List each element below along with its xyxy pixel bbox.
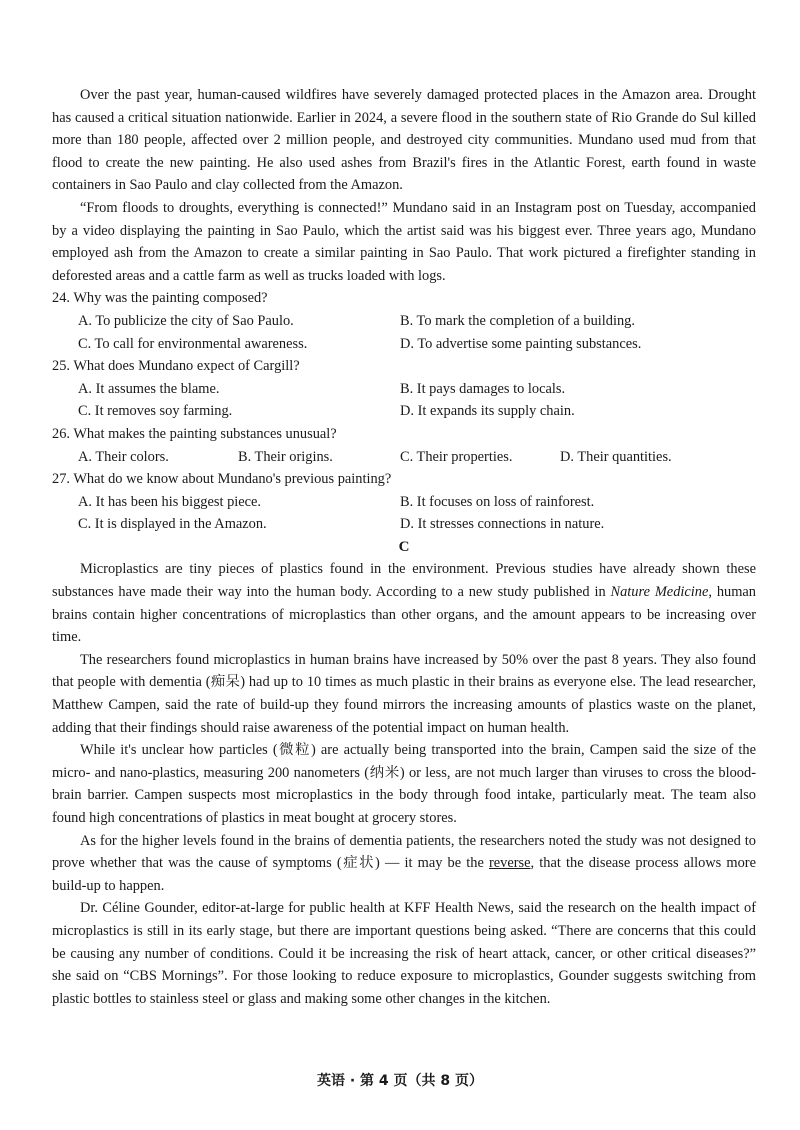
question-stem: 24. Why was the painting composed? [52, 290, 268, 307]
option-b: B. Their origins. [238, 448, 333, 465]
option-c: C. Their properties. [400, 448, 513, 465]
question-stem: 26. What makes the painting substances unusual? [52, 425, 337, 442]
question-26 [52, 423, 756, 468]
option-d: D. It expands its supply chain. [400, 403, 575, 420]
option-a: A. It assumes the blame. [78, 380, 220, 397]
question-stem: 27. What do we know about Mundano's previous painting? [52, 471, 392, 488]
option-c: C. It removes soy farming. [78, 403, 233, 420]
paragraph: “From floods to droughts, everything is connected!” Mundano said in an Instagram post on Tuesday, accompanied by a video displaying the painting in Sao Paulo, which the artist said was his biggest ever. Three years ago, Mundano employed ash from the Amazon to create a similar painting in Sao Paulo. That work pictured a firefighter standing in deforested areas and a cattle farm as well as trucks loaded with logs. [52, 199, 756, 284]
section-label: C [398, 538, 410, 555]
option-d: D. It stresses connections in nature. [400, 516, 605, 533]
text: Microplastics are tiny pieces of plastics found in the environment. Previous studies have already shown these substances have made their way into the human body. According to a new study published in [52, 561, 756, 601]
journal-name: Nature Medicine [610, 584, 709, 601]
question-stem: 25. What does Mundano expect of Cargill? [52, 358, 300, 375]
paragraph [52, 830, 756, 898]
exam-page [52, 84, 756, 1010]
option-b: B. It focuses on loss of rainforest. [400, 493, 595, 510]
page-footer: 英语 · 第 4 页（共 8 页） [316, 1073, 484, 1089]
option-a: A. To publicize the city of Sao Paulo. [78, 312, 294, 329]
question-27 [52, 468, 756, 536]
underlined-word: reverse [489, 855, 531, 872]
option-b: B. To mark the completion of a building. [400, 312, 635, 329]
text: , human brains contain higher concentrations of microplastics than other organs, and the amount appears to be increasing over time. [52, 584, 756, 646]
option-d: D. Their quantities. [560, 448, 672, 465]
paragraph: The researchers found microplastics in human brains have increased by 50% over the past 8 years. They also found that people with dementia (痴呆) had up to 10 times as much plastic in their brains as everyone else. The lead researcher, Matthew Campen, said the rate of build-up they found mirrors the increasing amounts of plastics waste on the planet, adding that their findings should raise awareness of the potential impact on human health. [52, 651, 756, 736]
question-24 [52, 287, 756, 355]
paragraph: While it's unclear how particles (微粒) are actually being transported into the brain, Campen said the size of the micro- and nano-plastics, measuring 200 nanometers (纳米) or less, are not much larger than viruses to cross the blood-brain barrier. Campen suspects most microplastics in the body through food intake, particularly meat. The team also found high concentrations of plastics in meat bought at grocery stores. [52, 742, 756, 826]
text: As for the higher levels found in the brains of dementia patients, the researchers noted the study was not designed to prove whether that was the cause of symptoms (症状) — it may be the [52, 832, 756, 872]
paragraph [52, 558, 756, 648]
option-b: B. It pays damages to locals. [400, 380, 566, 397]
option-a: A. It has been his biggest piece. [78, 493, 262, 510]
option-a: A. Their colors. [78, 448, 169, 465]
option-d: D. To advertise some painting substances. [400, 335, 642, 352]
paragraph: Dr. Céline Gounder, editor-at-large for public health at KFF Health News, said the research on the health impact of microplastics is still in its early stage, but there are important questions being asked. “There are concerns that this could be causing any number of conditions. Could it be increasing the risk of heart attack, cancer, or other critical diseases?” she said on “CBS Mornings”. For those looking to reduce exposure to microplastics, Gounder suggests switching from plastic bottles to stainless steel or glass and making some other changes in the kitchen. [52, 900, 756, 1007]
text: , that the disease process allows more build-up to happen. [52, 855, 756, 894]
question-25 [52, 355, 756, 423]
option-c: C. It is displayed in the Amazon. [78, 516, 267, 533]
paragraph: Over the past year, human-caused wildfires have severely damaged protected places in the Amazon area. Drought has caused a critical situation nationwide. Earlier in 2024, a severe flood in the southern state of Rio Grande do Sul killed more than 180 people, affected over 2 million people, and destroyed city communities. Mundano used mud from that flood to create the new painting. He also used ashes from Brazil's fires in the Atlantic Forest, earth found in waste containers in Sao Paulo and clay collected from the Amazon. [52, 87, 756, 194]
option-c: C. To call for environmental awareness. [78, 335, 308, 352]
